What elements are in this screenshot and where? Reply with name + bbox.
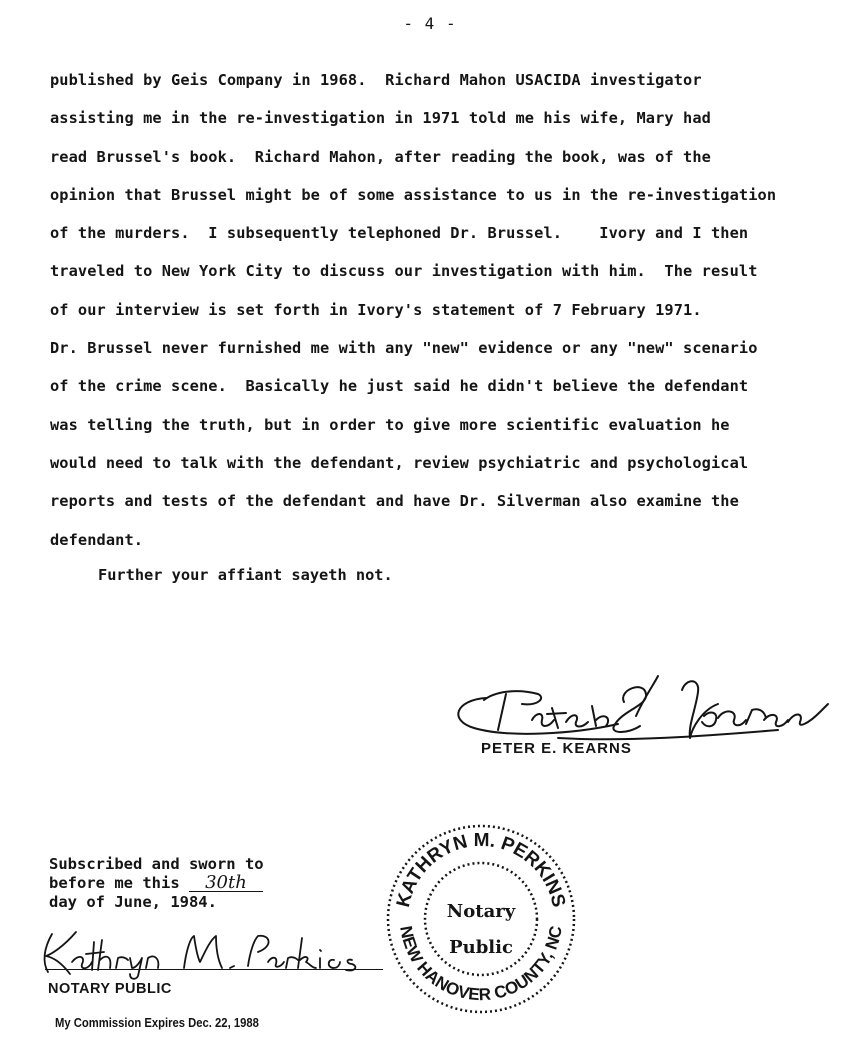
notary-signature [34, 928, 364, 980]
body-line: would need to talk with the defendant, review psychiatric and psychological [50, 453, 749, 472]
body-line: assisting me in the re-investigation in 1971 told me his wife, Mary had [50, 109, 711, 128]
page-number: - 4 - [403, 14, 457, 33]
body-line: traveled to New York City to discuss our investigation with him. The result [50, 262, 758, 281]
jurat-day-field: 30th [189, 875, 263, 892]
jurat-line [49, 874, 264, 893]
seal-center-line1: Notary [446, 901, 516, 922]
seal-bottom-text: NEW HANOVER COUNTY, NC [396, 924, 566, 1005]
jurat-block [49, 855, 264, 912]
seal-center-line2: Public [449, 937, 513, 958]
body-line: of the murders. I subsequently telephoned Dr. Brussel. Ivory and I then [50, 224, 749, 243]
jurat-prefix: before me this [49, 874, 189, 892]
body-line: was telling the truth, but in order to give more scientific evaluation he [50, 415, 730, 434]
closing-statement: Further your affiant sayeth not. [98, 566, 393, 584]
body-line: Dr. Brussel never furnished me with any "new" evidence or any "new" scenario [50, 339, 758, 358]
jurat-line: day of June, 1984. [49, 893, 217, 911]
body-line: read Brussel's book. Richard Mahon, after reading the book, was of the [50, 147, 711, 166]
body-line: published by Geis Company in 1968. Richard Mahon USACIDA investigator [50, 71, 702, 89]
body-line: opinion that Brussel might be of some assistance to us in the re-investigation [50, 185, 777, 204]
notary-seal [384, 822, 578, 1016]
body-line: reports and tests of the defendant and have Dr. Silverman also examine the [50, 492, 739, 511]
notary-public-label: NOTARY PUBLIC [48, 981, 172, 997]
body-line: of our interview is set forth in Ivory's statement of 7 February 1971. [50, 300, 702, 319]
body-line: of the crime scene. Basically he just said he didn't believe the defendant [50, 377, 749, 396]
seal-top-text: KATHRYN M. PERKINS [392, 829, 570, 910]
affiant-signature [446, 668, 834, 748]
notary-signature-line [45, 969, 383, 970]
jurat-line: Subscribed and sworn to [49, 855, 264, 873]
affidavit-body [50, 66, 840, 564]
affiant-name: PETER E. KEARNS [481, 740, 632, 757]
body-line: defendant. [50, 530, 144, 549]
commission-expiry: My Commission Expires Dec. 22, 1988 [55, 1016, 259, 1030]
svg-text:KATHRYN M. PERKINS [393, 830, 569, 909]
